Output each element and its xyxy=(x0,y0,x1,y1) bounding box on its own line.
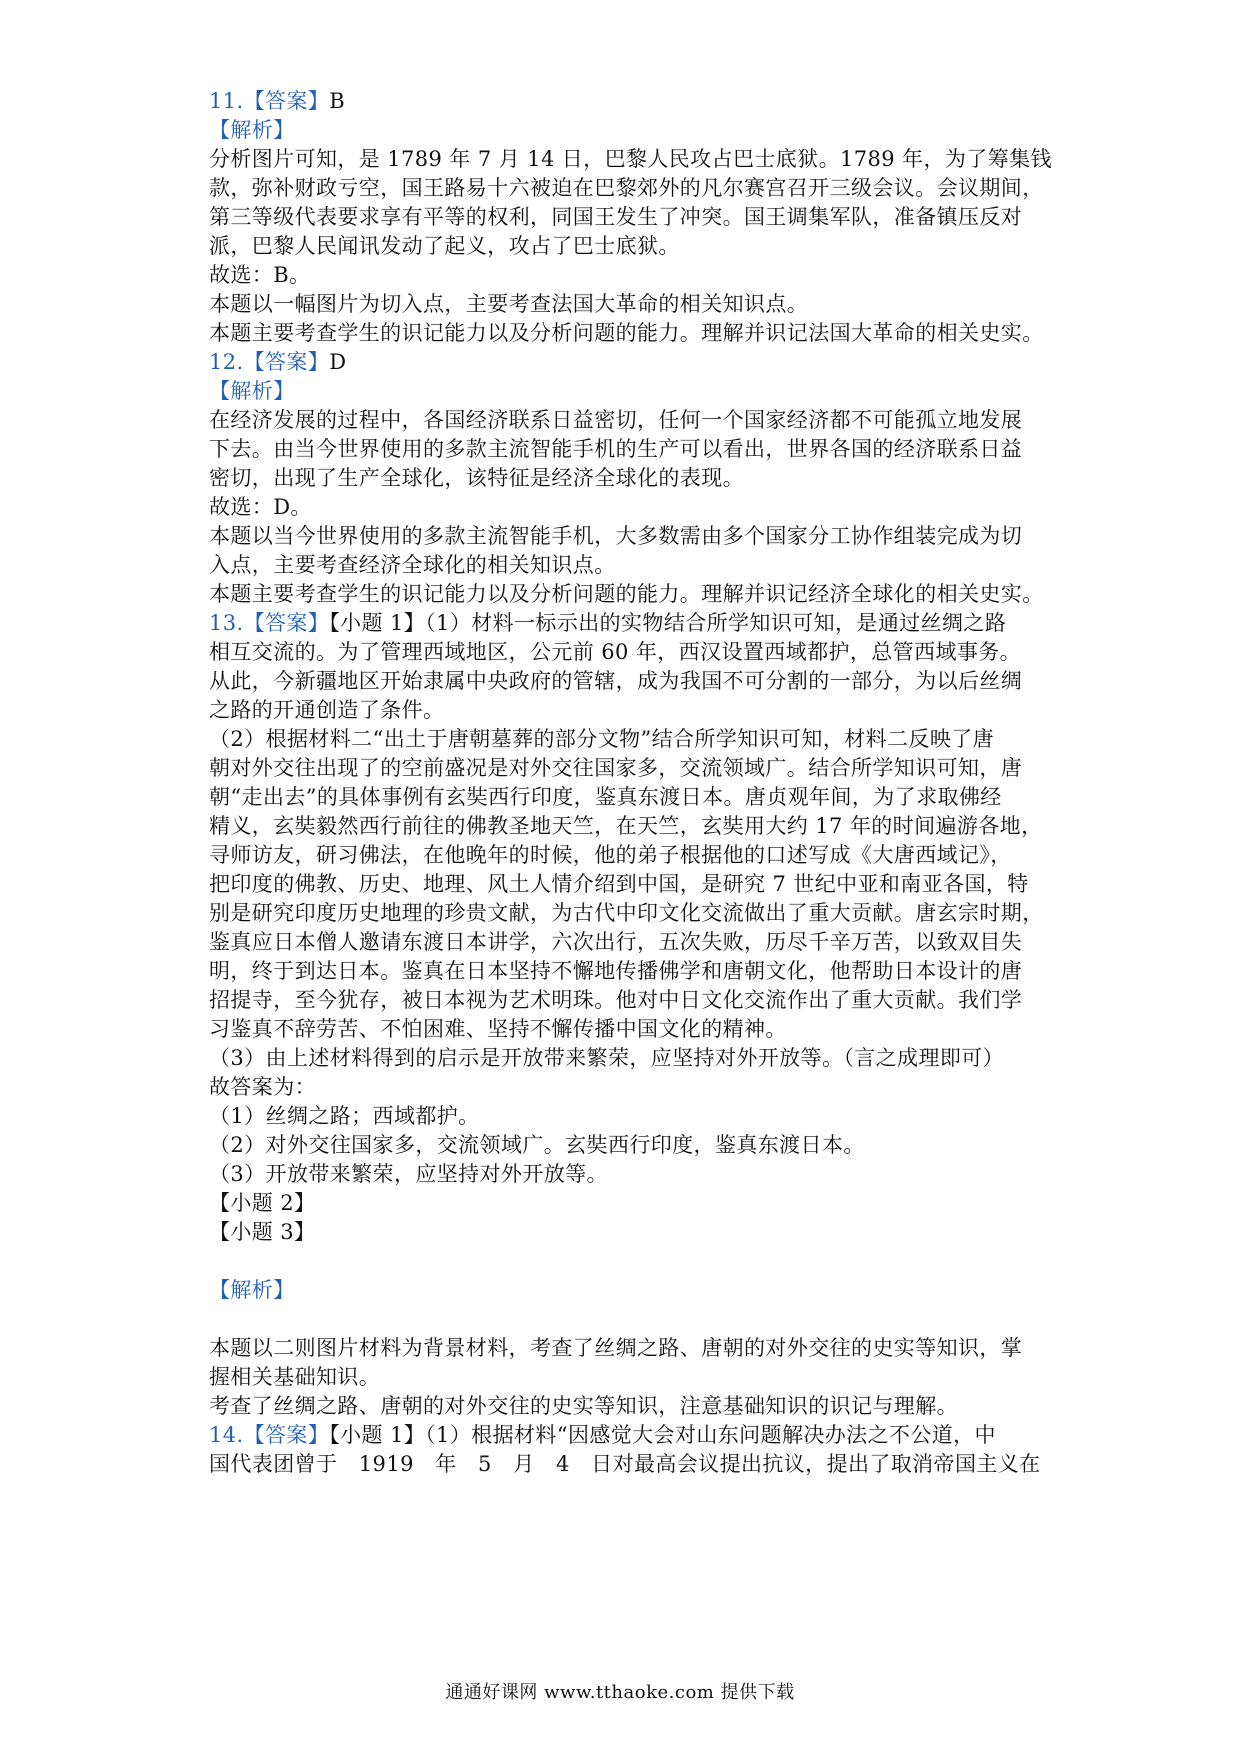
sub-question-tag: 【小题 1】 xyxy=(329,1423,426,1447)
q13-line: 别是研究印度历史地理的珍贵文献，为古代中印文化交流做出了重大贡献。唐玄宗时期， xyxy=(209,901,1044,925)
q13-line: 从此，今新疆地区开始隶属中央政府的管辖，成为我国不可分割的一部分，为以后丝绸 xyxy=(209,669,1023,693)
answer-tag: 【答案】 xyxy=(243,350,330,374)
q13-sub2: 【小题 2】 xyxy=(209,1191,316,1215)
q11-line: 分析图片可知，是 1789 年 7 月 14 日，巴黎人民攻占巴士底狱。1789 年，为了筹集钱 xyxy=(209,147,1052,171)
q13-line: 朝对外交往出现了的空前盛况是对外交往国家多，交流领域广。结合所学知识可知，唐 xyxy=(209,756,1023,780)
q13-line: 故答案为： xyxy=(209,1075,316,1099)
answer-tag: 【答案】 xyxy=(243,89,330,113)
question-number: 14. xyxy=(209,1423,244,1447)
q13-line: 明，终于到达日本。鉴真在日本坚持不懈地传播佛学和唐朝文化，他帮助日本设计的唐 xyxy=(209,959,1023,983)
question-number: 11. xyxy=(209,89,244,113)
q13-tail-line: 考查了丝绸之路、唐朝的对外交往的史实等知识，注意基础知识的识记与理解。 xyxy=(209,1394,958,1418)
q11-line: 款，弥补财政亏空，国王路易十六被迫在巴黎郊外的凡尔赛宫召开三级会议。会议期间， xyxy=(209,176,1044,200)
q13-line: （1）丝绸之路；西域都护。 xyxy=(209,1104,480,1128)
q13-line: （2）对外交往国家多，交流领域广。玄奘西行印度，鉴真东渡日本。 xyxy=(209,1133,865,1157)
q13-line: 招提寺，至今犹存，被日本视为艺术明珠。他对中日文化交流作出了重大贡献。我们学 xyxy=(209,988,1023,1012)
q12-line: 入点，主要考查经济全球化的相关知识点。 xyxy=(209,553,616,577)
q11-analysis-tag: 【解析】 xyxy=(209,118,295,142)
q11-line: 本题以一幅图片为切入点，主要考查法国大革命的相关知识点。 xyxy=(209,292,809,316)
q13-tail-line: 握相关基础知识。 xyxy=(209,1365,381,1389)
q11-line: 故选：B。 xyxy=(209,263,311,287)
q11-answer-line xyxy=(209,85,345,117)
q14-answer-line xyxy=(209,1419,996,1451)
question-number: 12. xyxy=(209,350,244,374)
q12-line: 本题主要考查学生的识记能力以及分析问题的能力。理解并识记经济全球化的相关史实。 xyxy=(209,582,1044,606)
q13-line: 精义，玄奘毅然西行前往的佛教圣地天竺，在天竺，玄奘用大约 17 年的时间遍游各地， xyxy=(209,814,1043,838)
answer-value: D xyxy=(329,350,347,374)
q13-line: （3）由上述材料得到的启示是开放带来繁荣，应坚持对外开放等。（言之成理即可） xyxy=(209,1046,1005,1070)
q11-line: 派，巴黎人民闻讯发动了起义，攻占了巴士底狱。 xyxy=(209,234,680,258)
q12-line: 故选：D。 xyxy=(209,495,312,519)
q12-line: 本题以当今世界使用的多款主流智能手机，大多数需由多个国家分工协作组装完成为切 xyxy=(209,524,1023,548)
q13-line: 相互交流的。为了管理西域地区，公元前 60 年，西汉设置西域都护，总管西域事务。 xyxy=(209,640,1022,664)
q13-line: 寻师访友，研习佛法，在他晚年的时候，他的弟子根据他的口述写成《大唐西域记》， xyxy=(209,843,1012,867)
q12-answer-line xyxy=(209,346,346,378)
q13-line: （3）开放带来繁荣，应坚持对外开放等。 xyxy=(209,1162,608,1186)
q13-line: 习鉴真不辞劳苦、不怕困难、坚持不懈传播中国文化的精神。 xyxy=(209,1017,787,1041)
q13-analysis-tag: 【解析】 xyxy=(209,1278,295,1302)
q12-line: 在经济发展的过程中，各国经济联系日益密切，任何一个国家经济都不可能孤立地发展 xyxy=(209,408,1023,432)
q13-line: （2）根据材料二“出土于唐朝墓葬的部分文物”结合所学知识可知，材料二反映了唐 xyxy=(209,727,995,751)
q13-tail-line: 本题以二则图片材料为背景材料，考查了丝绸之路、唐朝的对外交往的史实等知识，掌 xyxy=(209,1336,1023,1360)
q13-answer-line xyxy=(209,607,1006,639)
sub-question-tag: 【小题 1】 xyxy=(329,611,426,635)
q11-line: 第三等级代表要求享有平等的权利，同国王发生了冲突。国王调集军队，准备镇压反对 xyxy=(209,205,1023,229)
q13-sub3: 【小题 3】 xyxy=(209,1220,316,1244)
answer-value: B xyxy=(329,89,346,113)
answer-tag: 【答案】 xyxy=(243,611,330,635)
answer-tag: 【答案】 xyxy=(243,1423,330,1447)
q13-line: 朝“走出去”的具体事例有玄奘西行印度，鉴真东渡日本。唐贞观年间，为了求取佛经 xyxy=(209,785,1002,809)
question-number: 13. xyxy=(209,611,244,635)
q13-line: 鉴真应日本僧人邀请东渡日本讲学，六次出行，五次失败，历尽千辛万苦，以致双目失 xyxy=(209,930,1023,954)
q13-first-line-text: （1）材料一标示出的实物结合所学知识可知，是通过丝绸之路 xyxy=(425,611,1007,635)
q12-line: 下去。由当今世界使用的多款主流智能手机的生产可以看出，世界各国的经济联系日益 xyxy=(209,437,1023,461)
q14-first-line-text: （1）根据材料“因感觉大会对山东问题解决办法之不公道，中 xyxy=(425,1423,996,1447)
q12-line: 密切，出现了生产全球化，该特征是经济全球化的表现。 xyxy=(209,466,744,490)
q12-analysis-tag: 【解析】 xyxy=(209,379,295,403)
q14-line: 国代表团曾于 1919 年 5 月 4 日对最高会议提出抗议，提出了取消帝国主义在 xyxy=(209,1452,1041,1476)
q11-line: 本题主要考查学生的识记能力以及分析问题的能力。理解并识记法国大革命的相关史实。 xyxy=(209,321,1044,345)
page-footer: 通通好课网 www.tthaoke.com 提供下载 xyxy=(445,1682,795,1703)
q13-line: 把印度的佛教、历史、地理、风土人情介绍到中国，是研究 7 世纪中亚和南亚各国，特 xyxy=(209,872,1029,896)
q13-line: 之路的开通创造了条件。 xyxy=(209,698,445,722)
